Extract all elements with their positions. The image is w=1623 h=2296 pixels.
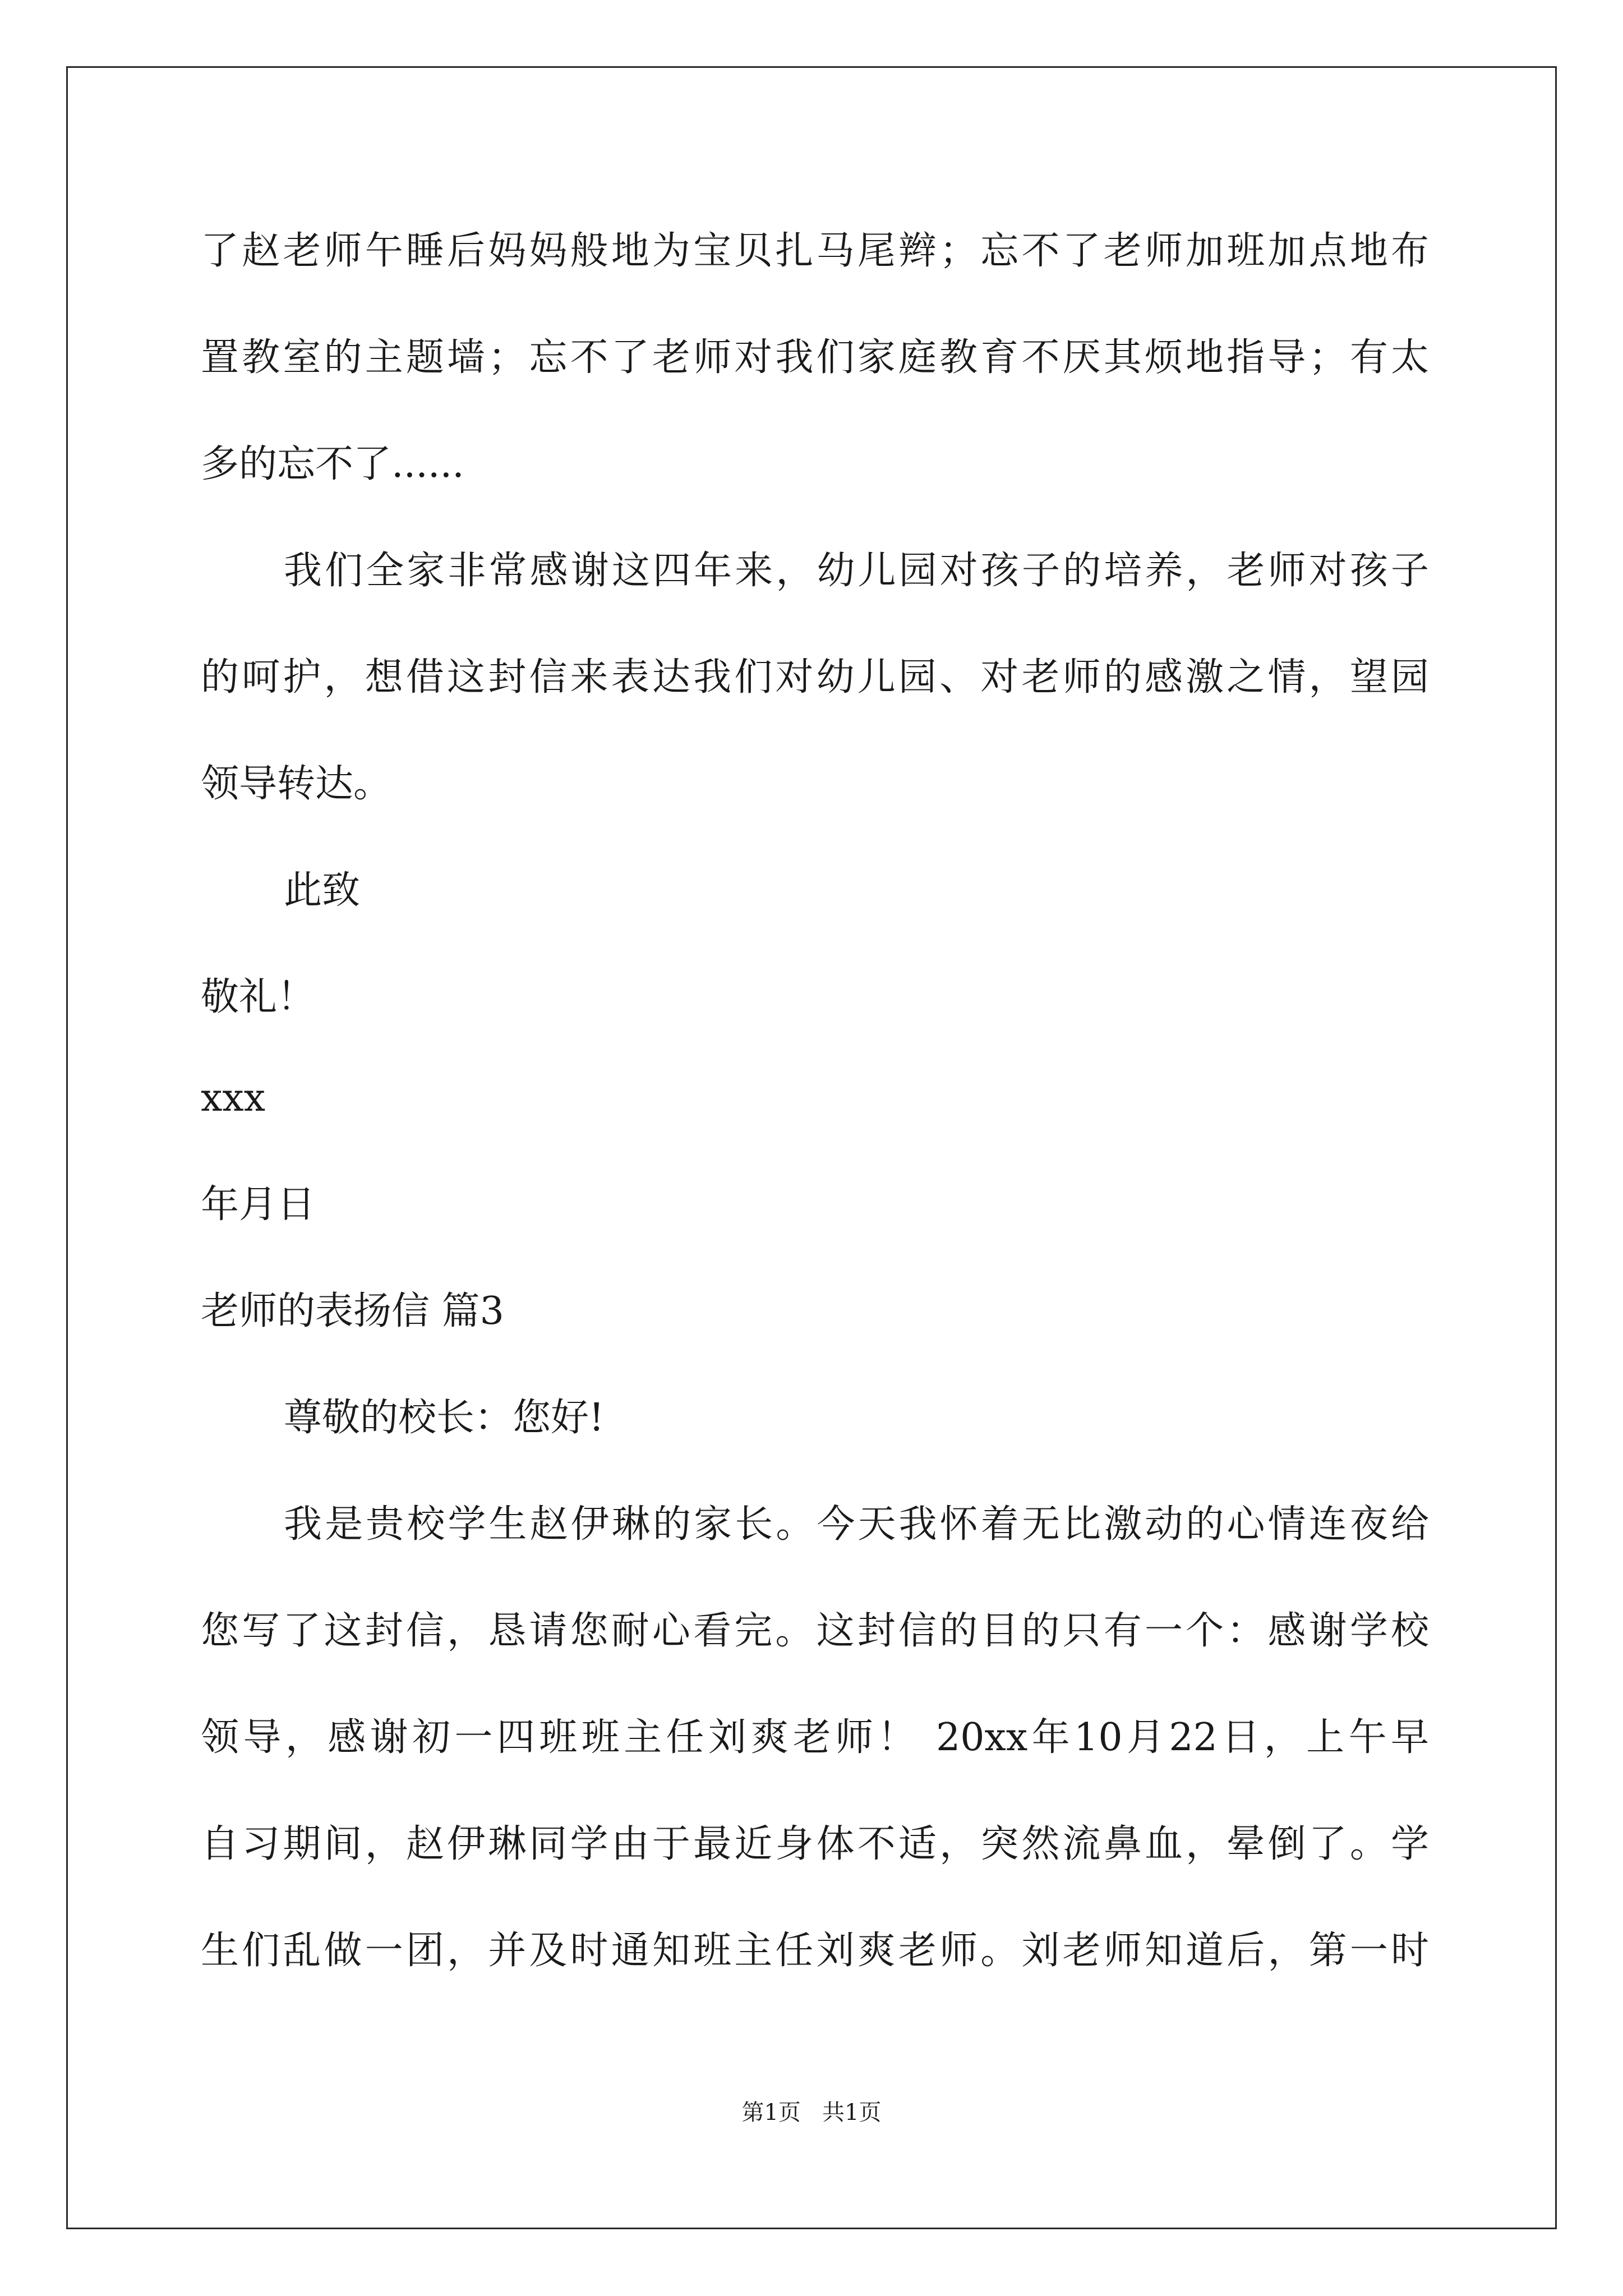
text-line: 我们全家非常感谢这四年来，幼儿园对孩子的培养，老师对孩子 [284,549,1429,593]
text-line: 自习期间，赵伊琳同学由于最近身体不适，突然流鼻血，晕倒了。学 [201,1822,1429,1866]
text-line: 置教室的主题墙；忘不了老师对我们家庭教育不厌其烦地指导；有太 [201,335,1429,380]
closing-salutation: 此致 [284,868,361,913]
text-line: 领导转达。 [201,762,392,806]
signature-date: 年月日 [201,1182,316,1227]
section-heading: 老师的表扬信 篇3 [201,1289,504,1333]
closing-regards: 敬礼！ [201,975,316,1019]
greeting: 尊敬的校长：您好! [284,1396,605,1440]
page-number-footer: 第1页 共1页 [741,2100,882,2125]
text-line: 多的忘不了...... [201,442,464,486]
page-border [66,66,1557,2229]
text-line: 领导，感谢初一四班班主任刘爽老师！ 20xx年10月22日，上午早 [201,1715,1429,1760]
text-line: 生们乱做一团，并及时通知班主任刘爽老师。刘老师知道后，第一时 [201,1929,1429,1973]
signature-name: xxx [201,1076,266,1120]
text-line: 了赵老师午睡后妈妈般地为宝贝扎马尾辫；忘不了老师加班加点地布 [201,229,1429,273]
text-line: 的呵护，想借这封信来表达我们对幼儿园、对老师的感激之情，望园 [201,655,1429,700]
text-line: 您写了这封信，恳请您耐心看完。这封信的目的只有一个：感谢学校 [201,1609,1429,1653]
text-line: 我是贵校学生赵伊琳的家长。今天我怀着无比激动的心情连夜给 [284,1502,1429,1547]
